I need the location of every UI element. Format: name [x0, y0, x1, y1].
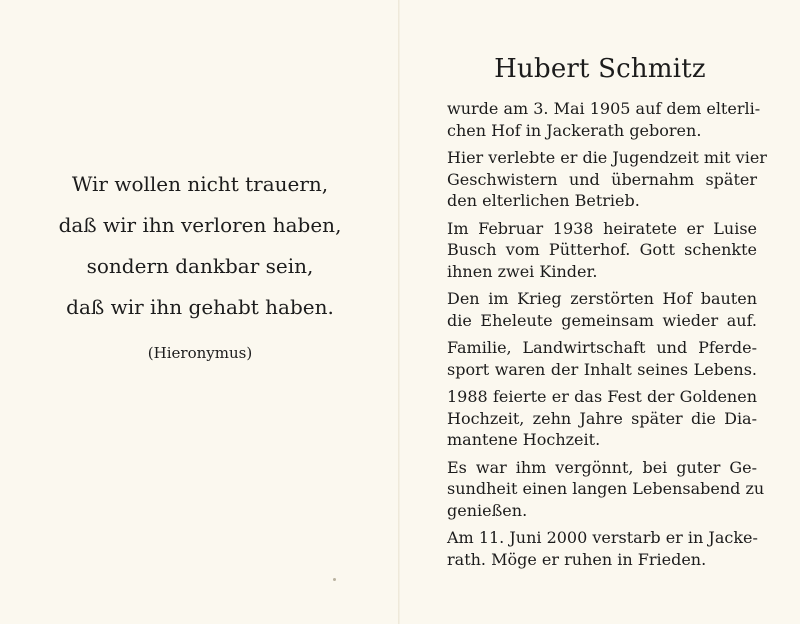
bio-line: chen Hof in Jackerath geboren.	[447, 120, 702, 140]
bio-line: sundheit einen langen Lebensabend zu	[447, 479, 765, 498]
bio-line: ihnen zwei Kinder.	[447, 261, 598, 281]
quote-line: sondern dankbar sein,	[86, 254, 314, 278]
paper-speck	[333, 578, 336, 581]
quote-line: daß wir ihn verloren haben,	[58, 213, 342, 237]
bio-line: Hochzeit, zehn Jahre später die Dia-	[447, 408, 757, 428]
bio-paragraph	[447, 147, 767, 212]
bio-line: die Eheleute gemeinsam wieder auf.	[447, 310, 757, 330]
bio-line: genießen.	[447, 500, 528, 520]
bio-line: Es war ihm vergönnt, bei guter Ge-	[447, 457, 757, 477]
bio-paragraph	[447, 218, 757, 283]
quote-line: daß wir ihn gehabt haben.	[66, 295, 334, 319]
bio-line: 1988 feierte er das Fest der Goldenen	[447, 387, 757, 406]
bio-paragraph	[447, 288, 757, 331]
bio-line: den elterlichen Betrieb.	[447, 191, 640, 210]
bio-paragraph	[447, 457, 765, 522]
bio-paragraph	[447, 527, 757, 570]
bio-line: mantene Hochzeit.	[447, 430, 601, 449]
bio-line: Im Februar 1938 heiratete er Luise	[447, 218, 757, 238]
bio-line: Geschwistern und übernahm später	[447, 169, 757, 189]
right-page	[400, 0, 800, 624]
quote-line: Wir wollen nicht trauern,	[71, 172, 329, 196]
bio-line: Den im Krieg zerstörten Hof bauten	[447, 289, 757, 308]
bio-line: Busch vom Pütterhof. Gott schenkte	[447, 240, 757, 259]
bio-line: rath. Möge er ruhen in Frieden.	[447, 549, 707, 569]
bio-paragraph	[447, 386, 757, 451]
bio-line: Hier verlebte er die Jugendzeit mit vier	[447, 148, 767, 167]
left-page	[0, 0, 398, 624]
bio-line: Familie, Landwirtschaft und Pferde-	[447, 338, 757, 357]
bio-line: wurde am 3. Mai 1905 auf dem elterli-	[447, 99, 761, 118]
quote	[20, 164, 380, 328]
deceased-name: Hubert Schmitz	[494, 54, 706, 84]
bio-paragraph	[447, 98, 761, 141]
quote-attribution: (Hieronymus)	[147, 344, 253, 362]
bio-paragraph	[447, 337, 757, 380]
bio-line: sport waren der Inhalt seines Lebens.	[447, 359, 757, 379]
biography	[447, 98, 767, 576]
bio-line: Am 11. Juni 2000 verstarb er in Jacke-	[447, 528, 758, 547]
